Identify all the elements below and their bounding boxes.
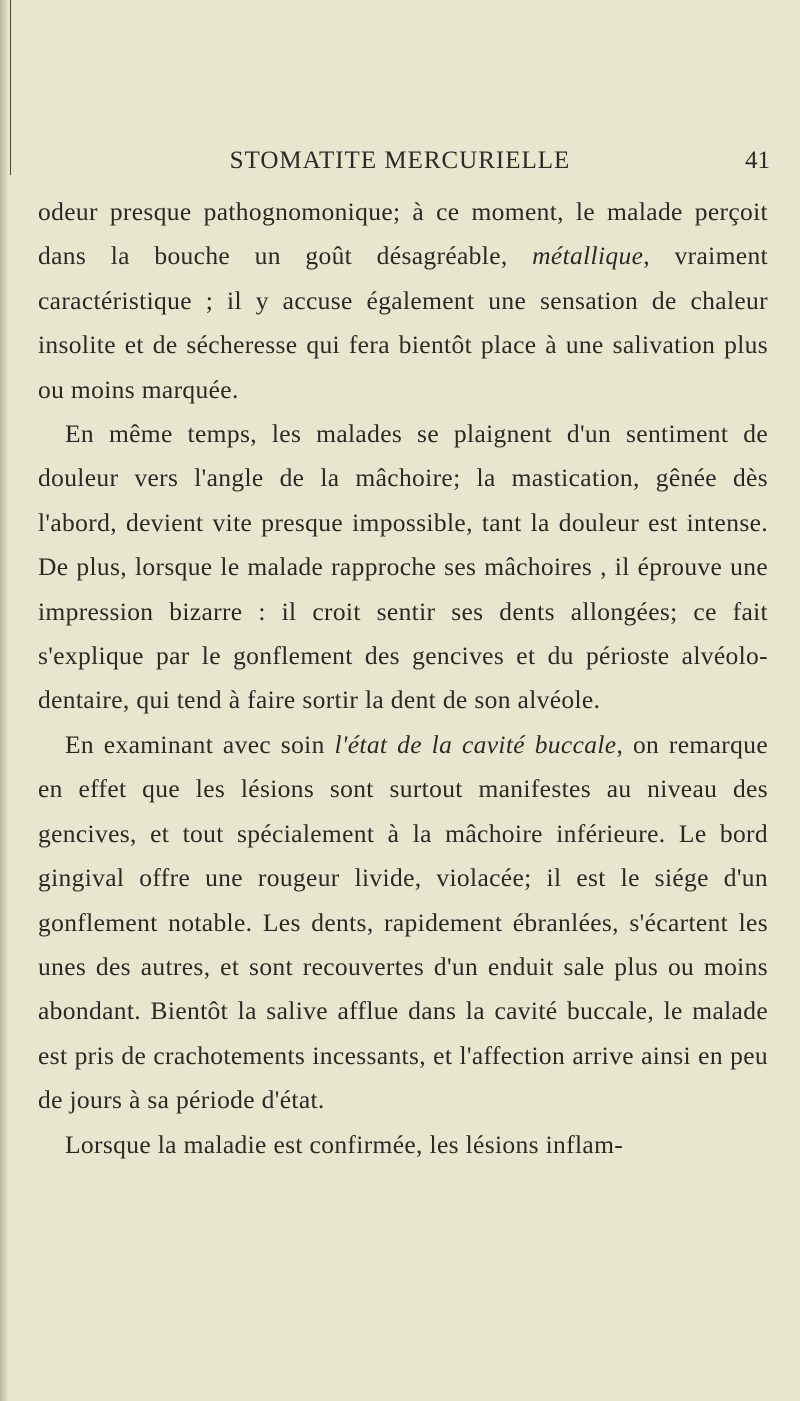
running-title: STOMATITE MERCURIELLE <box>229 147 571 174</box>
paragraph-3 <box>38 723 768 1123</box>
paragraph-3-text-a: En examinant avec soin <box>65 729 335 759</box>
paragraph-2: En même temps, les malades se plaignent d'un sentiment de douleur vers l'angle de la mâchoire; la mastication, gênée dès l'abord, devient vite presque impossible, tant la douleur est intense. De plus, lorsque le malade rapproche ses mâchoires , il éprouve une impression bizarre : il croit sentir ses dents allongées; ce fait s'explique par le gonflement des gencives et du périoste alvéolo-dentaire, qui tend à faire sortir la dent de son alvéole. <box>38 419 768 715</box>
paragraph-1-italic: métallique <box>532 241 644 271</box>
page-header <box>30 145 770 179</box>
paragraph-4: Lorsque la maladie est confirmée, les lésions inflam- <box>65 1129 624 1159</box>
paragraph-3-text-c: , on remarque en effet que les lésions sont surtout manifestes au niveau des gencives, et tout spécialement à la mâchoire inférieure. Le bord gingival offre une rougeur livide, violacée; il est le siége d'un gonflement notable. Les dents, rapidement ébranlées, s'écartent les unes des autres, et sont recouvertes d'un enduit sale plus ou moins abondant. Bientôt la salive afflue dans la cavité buccale, le malade est pris de crachotements incessants, et l'affection arrive ainsi en peu de jours à sa période d'état. <box>38 729 768 1115</box>
binding-line <box>10 0 11 175</box>
page-edge <box>0 0 8 1401</box>
paragraph-1-text-a: odeur presque pathognomonique; à ce moment, le malade perçoit dans la bouche un goût désagréable, <box>38 197 768 271</box>
paragraph-1 <box>38 190 768 412</box>
body-text <box>38 190 768 1167</box>
page-number: 41 <box>745 147 770 174</box>
paragraph-1-text-c: , vraiment caractéristique ; il y accuse également une sensation de chaleur insolite et de sécheresse qui fera bientôt place à une salivation plus ou moins marquée. <box>38 241 768 404</box>
paragraph-3-italic: l'état de la cavité buccale <box>334 729 617 759</box>
